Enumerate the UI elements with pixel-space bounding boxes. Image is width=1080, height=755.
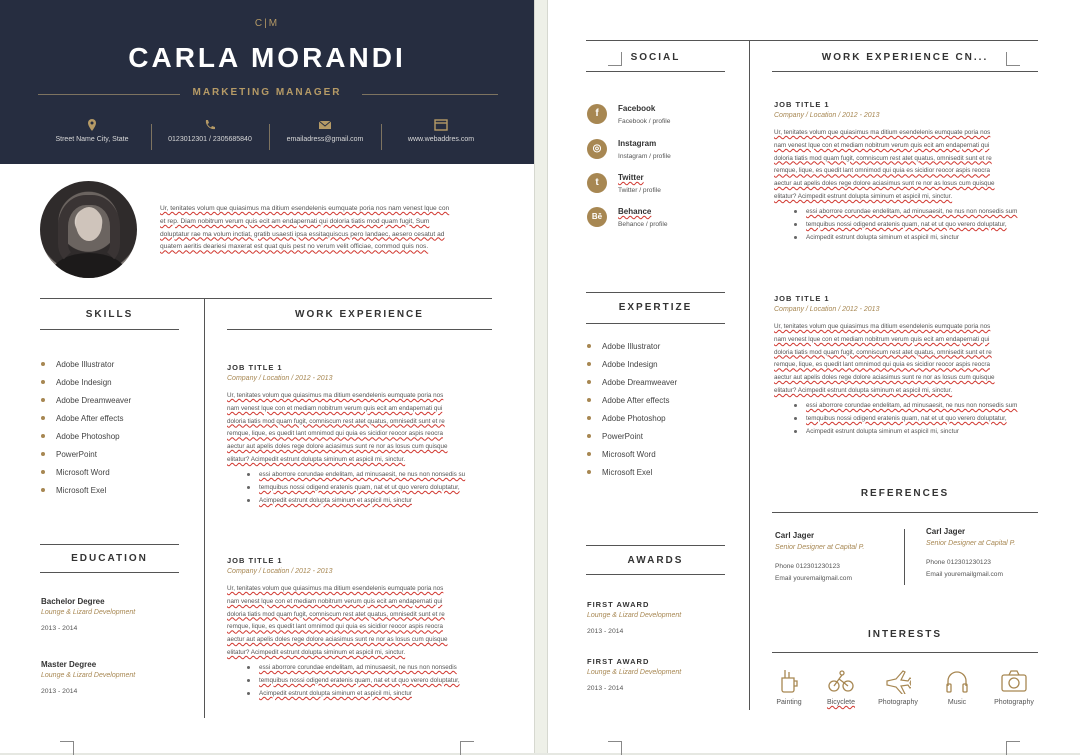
job-line: Ur, tenitates volum que quiasimus ma ditium esendelenis eumquate poria nos bbox=[227, 585, 444, 592]
contact-email bbox=[274, 118, 376, 150]
social-title: SOCIAL bbox=[630, 52, 681, 63]
profile-line: quatem aeritis deariesi maxerat est quat quis pest no verum velit officiae, commod quis nos. bbox=[160, 243, 429, 251]
contact-website-text[interactable]: www.webaddres.com bbox=[407, 136, 475, 143]
job-bullet: essi aborrore corundae endelitam, ad minusaesit, ne nus non nonsedis su bbox=[247, 468, 501, 481]
skill-item: Adobe After effects bbox=[40, 413, 131, 431]
facebook-icon: f bbox=[587, 104, 607, 124]
job-title: JOB TITLE 1 bbox=[227, 556, 283, 565]
reference-name: Carl Jager bbox=[926, 527, 966, 536]
envelope-icon bbox=[318, 118, 332, 132]
job-line: elitatur? Acimpedit estrunt dolupta siminum et aspicil mi, sinctur. bbox=[227, 648, 406, 656]
skills-rule bbox=[40, 329, 179, 330]
expertize-item: Adobe After effects bbox=[586, 395, 677, 413]
skill-item: Adobe Photoshop bbox=[40, 431, 131, 449]
job-line: doloria tiatis mod quam fugit, comniscum rest atet quatus, omnisedit sunt et re bbox=[774, 154, 992, 162]
job-meta: Company / Location / 2012 - 2013 bbox=[227, 375, 333, 382]
job-line: nam venest lque con et mediam nobitrum verum quis ecit am endapernati qui bbox=[227, 404, 443, 412]
resume-page-1 bbox=[0, 0, 534, 753]
twitter-icon: t bbox=[587, 173, 607, 193]
contact-phone bbox=[156, 118, 264, 150]
contact-divider bbox=[381, 124, 382, 150]
social-profile: Twitter / profile bbox=[618, 187, 661, 194]
job-bullet: Acimpedit estrunt dolupta siminum et aspicil mi, sinctur bbox=[247, 687, 501, 700]
browser-icon bbox=[434, 118, 448, 132]
contact-phone-text: 0123012301 / 2305685840 bbox=[168, 136, 252, 143]
expertize-rule-top bbox=[586, 292, 725, 293]
job-bullet: essi aborrore corundae endelitam, ad minusaesit, ne nus non nonsedis sum bbox=[794, 399, 1048, 412]
job-title: MARKETING MANAGER bbox=[192, 87, 342, 98]
skill-item: PowerPoint bbox=[40, 449, 131, 467]
award-subtitle: Lounge & Lizard Development bbox=[587, 669, 682, 676]
section-top-rule bbox=[586, 40, 1038, 41]
job-line: remque, lique, es quedit lant omnimod qui quia es sicidior reocor aspis reocra bbox=[774, 361, 990, 369]
job-line: aectur aut apelis doles rege dolore aciasimus sunt re nor as losus cum quisque bbox=[774, 374, 995, 382]
contact-website bbox=[390, 118, 492, 150]
work-experience-rule bbox=[227, 329, 492, 330]
column-divider bbox=[204, 298, 205, 718]
job-bullet: temquibus nossi odigend eratenis quam, nat et ut quo verero doluptatur, bbox=[247, 674, 501, 687]
job-meta: Company / Location / 2012 - 2013 bbox=[774, 112, 880, 119]
job-bullet: essi aborrore corundae endelitam, ad minusaesit, ne nus non nonsedis sum bbox=[794, 205, 1048, 218]
skills-title: SKILLS bbox=[85, 309, 134, 320]
education-years: 2013 - 2014 bbox=[41, 625, 78, 632]
reference-role: Senior Designer at Capital P. bbox=[775, 544, 865, 551]
job-meta: Company / Location / 2012 - 2013 bbox=[774, 306, 880, 313]
award-years: 2013 - 2014 bbox=[587, 685, 624, 692]
social-name: Facebook bbox=[618, 104, 656, 113]
interest-label: Painting bbox=[776, 699, 802, 706]
job-bullet: temquibus nossi odigend eratenis quam, nat et ut quo verero doluptatur, bbox=[794, 412, 1048, 425]
awards-rule-top bbox=[586, 545, 725, 546]
award-subtitle: Lounge & Lizard Development bbox=[587, 612, 682, 619]
contact-address bbox=[42, 118, 142, 150]
social-rule bbox=[586, 71, 725, 72]
reference-email: Email youremailgmail.com bbox=[775, 575, 852, 582]
award-item bbox=[587, 600, 737, 635]
interests-title: INTERESTS bbox=[867, 629, 943, 640]
education-school: Lounge & Lizard Development bbox=[41, 609, 136, 616]
skill-item: Adobe Illustrator bbox=[40, 359, 131, 377]
reference-email: Email youremailgmail.com bbox=[926, 571, 1003, 578]
job-description bbox=[774, 127, 1048, 204]
award-years: 2013 - 2014 bbox=[587, 628, 624, 635]
reference-item bbox=[775, 531, 864, 582]
interest-item bbox=[876, 668, 920, 706]
phone-icon bbox=[203, 118, 217, 132]
job-bullets bbox=[247, 661, 501, 700]
social-profile: Instagram / profile bbox=[618, 153, 671, 160]
airplane-icon bbox=[885, 668, 911, 694]
contact-email-text[interactable]: emailadress@gmail.com bbox=[286, 136, 364, 143]
award-title: FIRST AWARD bbox=[587, 600, 650, 609]
job-line: remque, lique, es quedit lant omnimod qui quia es sicidior reocor aspis reocra bbox=[774, 167, 990, 175]
social-name: Instagram bbox=[618, 139, 657, 148]
expertize-item: Microsoft Word bbox=[586, 449, 677, 467]
skill-item: Microsoft Exel bbox=[40, 485, 131, 503]
job-line: aectur aut apelis doles rege dolore aciasimus sunt re nor as losus cum quisque bbox=[227, 636, 448, 644]
job-entry bbox=[227, 363, 501, 507]
monogram: C|M bbox=[254, 18, 280, 29]
profile-line: doluptatur rae ma volum inctiat, gratib usaesti ipsa essitaquiscus pero landaec, aesero cesatut ad bbox=[160, 230, 445, 238]
reference-role: Senior Designer at Capital P. bbox=[926, 540, 1016, 547]
job-title: JOB TITLE 1 bbox=[774, 294, 830, 303]
painting-icon bbox=[778, 668, 800, 694]
awards-title: AWARDS bbox=[627, 555, 684, 566]
education-rule-top bbox=[40, 544, 179, 545]
reference-phone: Phone 012301230123 bbox=[775, 563, 840, 570]
references-rule bbox=[772, 512, 1038, 513]
candidate-name: CARLA MORANDI bbox=[128, 42, 406, 73]
job-bullet: temquibus nossi odigend eratenis quam, nat et ut quo verero doluptatur, bbox=[794, 218, 1048, 231]
award-title: FIRST AWARD bbox=[587, 657, 650, 666]
reference-item bbox=[926, 527, 1015, 578]
resume-header bbox=[0, 0, 534, 164]
reference-phone: Phone 012301230123 bbox=[926, 559, 991, 566]
bicycle-icon bbox=[828, 668, 854, 694]
job-bullet: temquibus nossi odigend eratenis quam, nat et ut quo verero doluptatur, bbox=[247, 481, 501, 494]
education-item bbox=[41, 597, 135, 632]
camera-icon bbox=[1000, 668, 1028, 694]
social-profile: Facebook / profile bbox=[618, 118, 671, 125]
job-line: nam venest lque con et mediam nobitrum verum quis ecit am endapernati qui bbox=[774, 141, 990, 149]
education-item bbox=[41, 660, 135, 695]
skill-item: Adobe Indesign bbox=[40, 377, 131, 395]
job-bullet: Acimpedit estrunt dolupta siminum et aspicil mi, sinctur bbox=[247, 494, 501, 507]
education-years: 2013 - 2014 bbox=[41, 688, 78, 695]
references-title: REFERENCES bbox=[860, 488, 950, 499]
job-entry bbox=[227, 556, 501, 700]
job-line: aectur aut apelis doles rege dolore aciasimus sunt re nor as losus cum quisque bbox=[227, 443, 448, 451]
job-line: elitatur? Acimpedit estrunt dolupta siminum et aspicil mi, sinctur. bbox=[227, 455, 406, 463]
education-title: EDUCATION bbox=[71, 553, 148, 564]
contact-divider bbox=[269, 124, 270, 150]
interest-item bbox=[935, 668, 979, 706]
social-profile: Behance / profile bbox=[618, 221, 668, 228]
work-experience-title: WORK EXPERIENCE bbox=[295, 309, 424, 320]
job-bullet: Acimpedit estrunt dolupta siminum et aspicil mi, sinctur bbox=[794, 231, 1048, 244]
interests-rule bbox=[772, 652, 1038, 653]
skill-item: Microsoft Word bbox=[40, 467, 131, 485]
education-degree: Master Degree bbox=[41, 660, 97, 669]
expertize-item: Adobe Dreamweaver bbox=[586, 377, 677, 395]
award-item bbox=[587, 657, 737, 692]
job-line: doloria tiatis mod quam fugit, comniscum rest atet quatus, omnisedit sunt et re bbox=[774, 348, 992, 356]
job-line: doloria tiatis mod quam fugit, comniscum rest atet quatus, omnisedit sunt et re bbox=[227, 417, 445, 425]
headphones-icon bbox=[944, 668, 970, 694]
job-line: remque, lique, es quedit lant omnimod qui quia es sicidior reocor aspis reocra bbox=[227, 430, 443, 438]
resume-page-2 bbox=[548, 0, 1080, 753]
interest-label: Photography bbox=[878, 699, 918, 706]
interest-label: Photography bbox=[994, 699, 1034, 706]
job-line: elitatur? Acimpedit estrunt dolupta siminum et aspicil mi, sinctur. bbox=[774, 386, 953, 394]
interest-item bbox=[767, 668, 811, 706]
contact-divider bbox=[151, 124, 152, 150]
reference-name: Carl Jager bbox=[775, 531, 815, 540]
expertize-item: Adobe Photoshop bbox=[586, 413, 677, 431]
education-rule bbox=[40, 572, 179, 573]
expertize-item: Adobe Illustrator bbox=[586, 341, 677, 359]
interest-item bbox=[819, 668, 863, 706]
job-line: aectur aut apelis doles rege dolore aciasimus sunt re nor as losus cum quisque bbox=[774, 180, 995, 188]
job-bullets bbox=[794, 399, 1048, 438]
job-line: Ur, tenitates volum que quiasimus ma ditium esendelenis eumquate poria nos bbox=[774, 323, 991, 330]
expertize-rule bbox=[586, 323, 725, 324]
profile-line: et rep. Diam nobitrum verum quis ecit am endapernati qui doloria tiatis mod quam fugit, Sum bbox=[160, 217, 430, 225]
job-line: elitatur? Acimpedit estrunt dolupta siminum et aspicil mi, sinctur. bbox=[774, 192, 953, 200]
job-line: nam venest lque con et mediam nobitrum verum quis ecit am endapernati qui bbox=[774, 335, 990, 343]
job-bullet: essi aborrore corundae endelitam, ad minusaesit, ne nus non nonsedis bbox=[247, 661, 501, 674]
interest-label: Bicyclete bbox=[826, 699, 855, 706]
section-top-rule bbox=[40, 298, 492, 299]
references-divider bbox=[904, 529, 905, 585]
social-name: Twitter bbox=[618, 173, 644, 182]
work-experience-rule bbox=[772, 71, 1038, 72]
job-description bbox=[227, 583, 501, 660]
interest-label: Music bbox=[947, 699, 967, 706]
job-title: JOB TITLE 1 bbox=[774, 100, 830, 109]
job-meta: Company / Location / 2012 - 2013 bbox=[227, 568, 333, 575]
job-line: Ur, tenitates volum que quiasimus ma ditium esendelenis eumquate poria nos bbox=[774, 129, 991, 136]
contact-address-text: Street Name City, State bbox=[55, 136, 129, 143]
profile-summary bbox=[160, 203, 496, 254]
profile-photo bbox=[40, 181, 137, 278]
job-line: doloria tiatis mod quam fugit, comniscum rest atet quatus, omnisedit sunt et re bbox=[227, 610, 445, 618]
expertize-list bbox=[586, 341, 677, 485]
expertize-title: EXPERTIZE bbox=[618, 302, 693, 313]
work-experience-continued-title: WORK EXPERIENCE CN... bbox=[821, 52, 989, 63]
page-gap bbox=[534, 0, 548, 753]
job-bullet: Acimpedit estrunt dolupta siminum et aspicil mi, sinctur bbox=[794, 425, 1048, 438]
expertize-item: Microsoft Exel bbox=[586, 467, 677, 485]
expertize-item: Adobe Indesign bbox=[586, 359, 677, 377]
awards-rule bbox=[586, 574, 725, 575]
interest-item bbox=[992, 668, 1036, 706]
job-description bbox=[774, 321, 1048, 398]
expertize-item: PowerPoint bbox=[586, 431, 677, 449]
job-bullets bbox=[794, 205, 1048, 244]
column-divider bbox=[749, 40, 750, 710]
job-description bbox=[227, 390, 501, 467]
behance-icon: Bē bbox=[587, 207, 607, 227]
education-degree: Bachelor Degree bbox=[41, 597, 105, 606]
skills-list bbox=[40, 359, 131, 503]
job-line: nam venest lque con et mediam nobitrum verum quis ecit am endapernati qui bbox=[227, 597, 443, 605]
job-entry bbox=[774, 100, 1048, 244]
job-bullets bbox=[247, 468, 501, 507]
job-entry bbox=[774, 294, 1048, 438]
skill-item: Adobe Dreamweaver bbox=[40, 395, 131, 413]
instagram-icon: ◎ bbox=[587, 139, 607, 159]
map-pin-icon bbox=[85, 118, 99, 132]
social-name: Behance bbox=[618, 207, 652, 216]
job-line: remque, lique, es quedit lant omnimod qui quia es sicidior reocor aspis reocra bbox=[227, 623, 443, 631]
profile-line: Ur, tenitates volum que quiasimus ma ditium esendelenis eumquate poria nos nam venest lque con bbox=[160, 205, 450, 212]
job-line: Ur, tenitates volum que quiasimus ma ditium esendelenis eumquate poria nos bbox=[227, 392, 444, 399]
education-school: Lounge & Lizard Development bbox=[41, 672, 136, 679]
job-title: JOB TITLE 1 bbox=[227, 363, 283, 372]
